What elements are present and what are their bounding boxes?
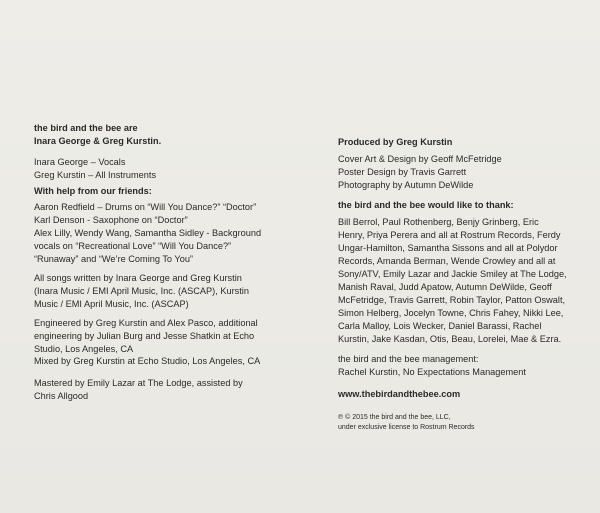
engineering-line: Studio, Los Angeles, CA <box>34 344 134 354</box>
thanks-heading: the bird and the bee would like to thank: <box>338 200 514 210</box>
engineering-block <box>34 317 258 356</box>
thanks-block <box>338 216 567 346</box>
engineering-line: engineering by Julian Burg and Jesse Shatkin at Echo <box>34 331 255 341</box>
friends-line: Karl Denson - Saxophone on “Doctor” <box>34 215 188 225</box>
art-credits-block <box>338 153 502 192</box>
producer-heading: Produced by Greg Kurstin <box>338 137 453 147</box>
band-heading-line: the bird and the bee are <box>34 123 138 133</box>
songwriting-line: Music / EMI April Music, Inc. (ASCAP) <box>34 299 189 309</box>
engineering-line: Engineered by Greg Kurstin and Alex Pasco, additional <box>34 318 258 328</box>
songwriting-block <box>34 272 249 311</box>
thanks-line: Simon Helberg, Jocelyn Towne, Chris Fahey, Nikki Lee, <box>338 308 564 318</box>
friends-line: “Runaway” and “We’re Coming To You” <box>34 254 193 264</box>
friends-heading: With help from our friends: <box>34 186 152 196</box>
copyright-line: under exclusive license to Rostrum Records <box>338 423 475 431</box>
band-heading-line: Inara George & Greg Kurstin. <box>34 136 162 146</box>
art-credit-line: Photography by Autumn DeWilde <box>338 180 474 190</box>
thanks-line: Manish Raval, Judd Apatow, Autumn DeWilde, Geoff <box>338 282 552 292</box>
mastering-line: Mastered by Emily Lazar at The Lodge, assisted by <box>34 378 243 388</box>
management-block <box>338 353 526 379</box>
copyright-block <box>338 413 475 432</box>
friends-line: Aaron Redfield – Drums on “Will You Dance?” “Doctor” <box>34 202 257 212</box>
member-line: Inara George – Vocals <box>34 157 126 167</box>
thanks-line: Ungar-Hamilton, Samantha Sissons and all at Polydor <box>338 243 558 253</box>
friends-block <box>34 201 261 266</box>
friends-line: Alex Lilly, Wendy Wang, Samantha Sidley - Background <box>34 228 262 238</box>
mastering-line: Chris Allgood <box>34 391 89 401</box>
members-block <box>34 156 156 182</box>
thanks-line: Sony/ATV, Emily Lazar and Jackie Smiley at The Lodge, <box>338 269 567 279</box>
band-heading <box>34 122 161 148</box>
art-credit-line: Poster Design by Travis Garrett <box>338 167 467 177</box>
copyright-line: ℗ © 2015 the bird and the bee, LLC, <box>338 414 451 421</box>
songwriting-line: (Inara Music / EMI April Music, Inc. (ASCAP), Kurstin <box>34 286 249 296</box>
website-url: www.thebirdandthebee.com <box>338 389 461 399</box>
member-line: Greg Kurstin – All Instruments <box>34 170 157 180</box>
mastering-block <box>34 377 243 403</box>
thanks-line: Bill Berrol, Paul Rothenberg, Benjy Grinberg, Eric <box>338 217 539 227</box>
mixing-line: Mixed by Greg Kurstin at Echo Studio, Los Angeles, CA <box>34 356 261 366</box>
thanks-line: McFetridge, Travis Garrett, Robin Taylor, Patton Oswalt, <box>338 295 566 305</box>
mixing-block <box>34 355 260 368</box>
songwriting-line: All songs written by Inara George and Greg Kurstin <box>34 273 242 283</box>
thanks-line: Kurstin, Jake Kasdan, Otis, Beau, Lorelei, Mae & Ezra. <box>338 334 562 344</box>
thanks-line: Henry, Priya Perera and all at Rostrum Records, Ferdy <box>338 230 561 240</box>
art-credit-line: Cover Art & Design by Geoff McFetridge <box>338 154 502 164</box>
friends-line: vocals on “Recreational Love” “Will You Dance?” <box>34 241 232 251</box>
management-line: Rachel Kurstin, No Expectations Management <box>338 367 526 377</box>
thanks-line: Records, Amanda Berman, Wende Crowley and all at <box>338 256 556 266</box>
thanks-line: Carla Malloy, Lois Wecker, Daniel Barassi, Rachel <box>338 321 542 331</box>
management-line: the bird and the bee management: <box>338 354 479 364</box>
